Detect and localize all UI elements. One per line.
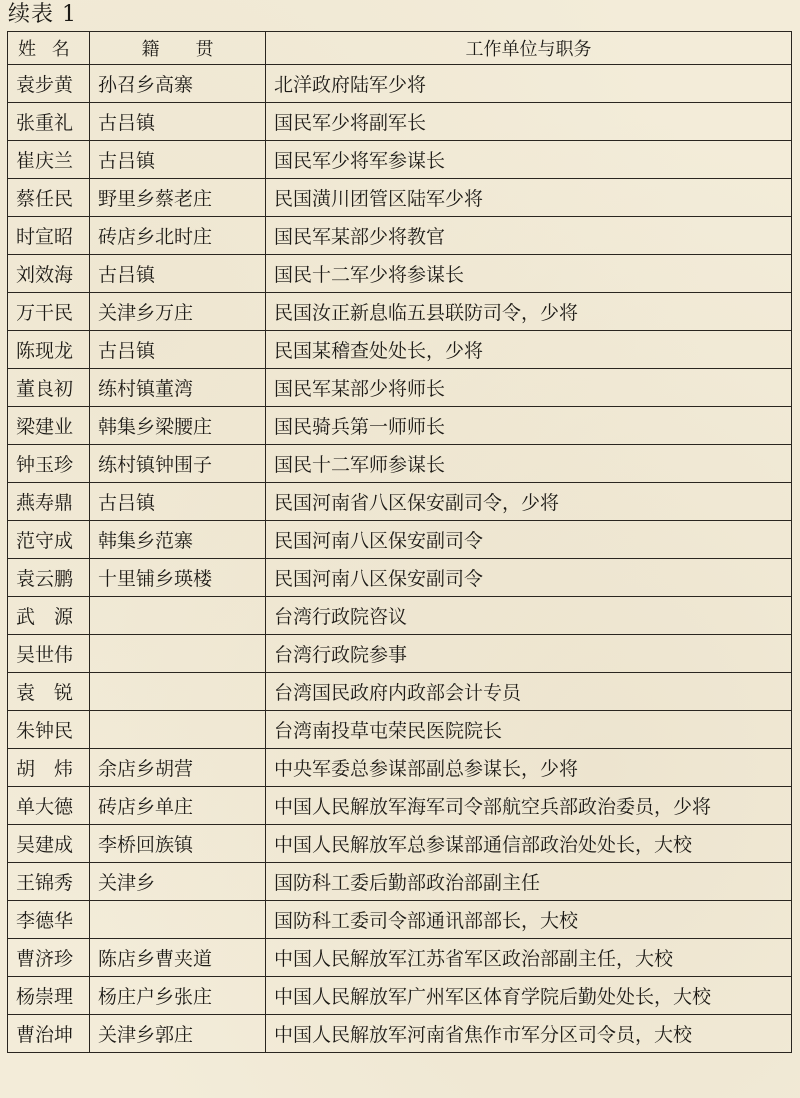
- cell-origin: [90, 635, 266, 673]
- cell-name: 刘效海: [8, 255, 90, 293]
- cell-job: 民国河南省八区保安副司令，少将: [266, 483, 792, 521]
- table-row: [8, 901, 792, 939]
- cell-name: 单大德: [8, 787, 90, 825]
- header-name: 姓 名: [8, 32, 90, 65]
- cell-job: 中国人民解放军广州军区体育学院后勤处处长，大校: [266, 977, 792, 1015]
- cell-job: 中国人民解放军江苏省军区政治部副主任，大校: [266, 939, 792, 977]
- cell-name: 朱钟民: [8, 711, 90, 749]
- cell-origin: [90, 901, 266, 939]
- cell-origin: 古吕镇: [90, 483, 266, 521]
- table-row: [8, 217, 792, 255]
- cell-name: 李德华: [8, 901, 90, 939]
- cell-name: 燕寿鼎: [8, 483, 90, 521]
- table-row: [8, 825, 792, 863]
- cell-origin: 李桥回族镇: [90, 825, 266, 863]
- cell-origin: 练村镇董湾: [90, 369, 266, 407]
- table-caption: 续表 1: [8, 2, 77, 27]
- cell-name: 袁步黄: [8, 65, 90, 103]
- roster-table: [7, 31, 792, 1053]
- table-row: [8, 521, 792, 559]
- cell-origin: 野里乡蔡老庄: [90, 179, 266, 217]
- cell-name: 范守成: [8, 521, 90, 559]
- table-row: [8, 331, 792, 369]
- cell-job: 国民十二军师参谋长: [266, 445, 792, 483]
- cell-origin: 砖店乡北时庄: [90, 217, 266, 255]
- cell-name: 陈现龙: [8, 331, 90, 369]
- table-row: [8, 863, 792, 901]
- cell-name: 袁 锐: [8, 673, 90, 711]
- table-row: [8, 673, 792, 711]
- table-row: [8, 65, 792, 103]
- table-body: [8, 65, 792, 1053]
- cell-job: 民国河南八区保安副司令: [266, 559, 792, 597]
- table-row: [8, 369, 792, 407]
- cell-name: 吴建成: [8, 825, 90, 863]
- cell-job: 民国潢川团管区陆军少将: [266, 179, 792, 217]
- cell-name: 曹济珍: [8, 939, 90, 977]
- cell-name: 钟玉珍: [8, 445, 90, 483]
- cell-job: 台湾国民政府内政部会计专员: [266, 673, 792, 711]
- table-row: [8, 179, 792, 217]
- cell-job: 台湾南投草屯荣民医院院长: [266, 711, 792, 749]
- header-row: [8, 32, 792, 65]
- cell-name: 梁建业: [8, 407, 90, 445]
- cell-origin: 韩集乡梁腰庄: [90, 407, 266, 445]
- cell-origin: 关津乡万庄: [90, 293, 266, 331]
- table-row: [8, 635, 792, 673]
- table-row: [8, 559, 792, 597]
- cell-name: 崔庆兰: [8, 141, 90, 179]
- cell-name: 杨崇理: [8, 977, 90, 1015]
- cell-origin: 古吕镇: [90, 103, 266, 141]
- table-row: [8, 255, 792, 293]
- cell-job: 国防科工委司令部通讯部部长，大校: [266, 901, 792, 939]
- cell-name: 董良初: [8, 369, 90, 407]
- cell-job: 国防科工委后勤部政治部副主任: [266, 863, 792, 901]
- table-row: [8, 103, 792, 141]
- table-row: [8, 293, 792, 331]
- cell-job: 民国河南八区保安副司令: [266, 521, 792, 559]
- cell-origin: 古吕镇: [90, 255, 266, 293]
- table-row: [8, 787, 792, 825]
- cell-origin: 陈店乡曹夹道: [90, 939, 266, 977]
- cell-job: 中国人民解放军河南省焦作市军分区司令员，大校: [266, 1015, 792, 1053]
- cell-name: 蔡任民: [8, 179, 90, 217]
- cell-job: 国民骑兵第一师师长: [266, 407, 792, 445]
- cell-origin: 关津乡郭庄: [90, 1015, 266, 1053]
- cell-origin: 韩集乡范寨: [90, 521, 266, 559]
- cell-origin: 古吕镇: [90, 331, 266, 369]
- cell-job: 国民军少将军参谋长: [266, 141, 792, 179]
- table-row: [8, 977, 792, 1015]
- header-origin: 籍 贯: [90, 32, 266, 65]
- cell-origin: [90, 597, 266, 635]
- cell-origin: 余店乡胡营: [90, 749, 266, 787]
- cell-origin: 砖店乡单庄: [90, 787, 266, 825]
- cell-name: 武 源: [8, 597, 90, 635]
- cell-job: 国民军少将副军长: [266, 103, 792, 141]
- cell-name: 时宣昭: [8, 217, 90, 255]
- table-row: [8, 407, 792, 445]
- cell-origin: [90, 673, 266, 711]
- cell-job: 国民十二军少将参谋长: [266, 255, 792, 293]
- cell-origin: [90, 711, 266, 749]
- table-row: [8, 939, 792, 977]
- table-row: [8, 483, 792, 521]
- cell-name: 万干民: [8, 293, 90, 331]
- cell-job: 国民军某部少将教官: [266, 217, 792, 255]
- cell-origin: 十里铺乡瑛楼: [90, 559, 266, 597]
- cell-job: 中央军委总参谋部副总参谋长，少将: [266, 749, 792, 787]
- cell-job: 台湾行政院咨议: [266, 597, 792, 635]
- cell-job: 民国某稽查处处长，少将: [266, 331, 792, 369]
- table-row: [8, 445, 792, 483]
- cell-origin: 古吕镇: [90, 141, 266, 179]
- table-row: [8, 141, 792, 179]
- cell-job: 中国人民解放军海军司令部航空兵部政治委员，少将: [266, 787, 792, 825]
- cell-name: 王锦秀: [8, 863, 90, 901]
- cell-name: 曹治坤: [8, 1015, 90, 1053]
- table-row: [8, 711, 792, 749]
- cell-job: 国民军某部少将师长: [266, 369, 792, 407]
- cell-origin: 练村镇钟围子: [90, 445, 266, 483]
- cell-job: 北洋政府陆军少将: [266, 65, 792, 103]
- cell-name: 张重礼: [8, 103, 90, 141]
- table-row: [8, 597, 792, 635]
- header-job: 工作单位与职务: [266, 32, 792, 65]
- cell-origin: 杨庄户乡张庄: [90, 977, 266, 1015]
- table-row: [8, 749, 792, 787]
- cell-origin: 孙召乡高寨: [90, 65, 266, 103]
- cell-origin: 关津乡: [90, 863, 266, 901]
- cell-job: 中国人民解放军总参谋部通信部政治处处长，大校: [266, 825, 792, 863]
- cell-name: 胡 炜: [8, 749, 90, 787]
- cell-name: 袁云鹏: [8, 559, 90, 597]
- cell-job: 民国汝正新息临五县联防司令，少将: [266, 293, 792, 331]
- cell-job: 台湾行政院参事: [266, 635, 792, 673]
- cell-name: 吴世伟: [8, 635, 90, 673]
- table-row: [8, 1015, 792, 1053]
